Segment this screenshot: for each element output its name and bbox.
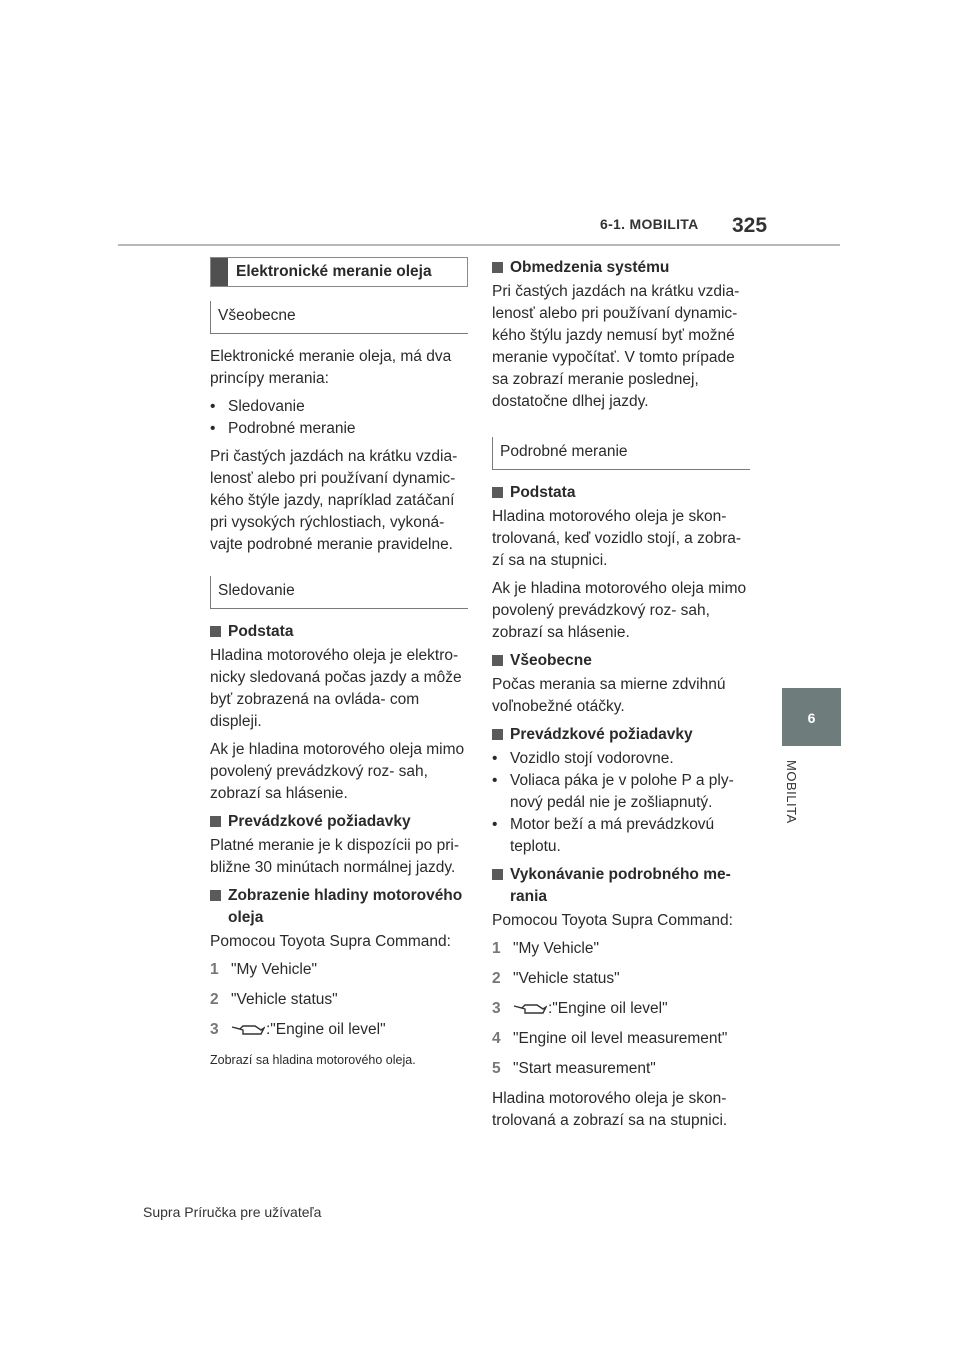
square-bullet-icon <box>492 729 503 740</box>
square-bullet-icon <box>210 890 221 901</box>
square-bullet-icon <box>210 626 221 637</box>
oil-can-icon <box>231 1022 265 1036</box>
right-column <box>492 257 750 1138</box>
section-box-title <box>210 257 468 287</box>
subsection-detailed-measurement: Podrobné meranie <box>492 437 750 470</box>
header-divider <box>118 244 840 246</box>
subsection-general: Všeobecne <box>210 301 468 334</box>
list-item: • Voliaca páka je v polohe P a ply- nový pedál nie je zošliapnutý. <box>492 770 750 814</box>
left-column <box>210 257 468 1071</box>
square-bullet-icon <box>492 487 503 498</box>
heading-oil-level-display: Zobrazenie hladiny motorového oleja <box>210 885 468 929</box>
chapter-label: MOBILITA <box>784 760 799 824</box>
chapter-number: 6 <box>807 710 816 726</box>
heading-operating-requirements: Prevádzkové požiadavky <box>492 724 750 746</box>
note: Zobrazí sa hladina motorového oleja. <box>210 1053 416 1067</box>
heading-system-limits: Obmedzenia systému <box>492 257 750 279</box>
paragraph: Pri častých jazdách na krátku vzdia- lenosť alebo pri používaní dynamic- kého štýlu jazdy nemusí byť možné meranie vypočítať. V tomto prípade sa zobrazí meranie poslednej, dostatočne dlhej jazdy. <box>492 283 740 410</box>
paragraph: Hladina motorového oleja je elektro- nicky sledovaná počas jazdy a môže byť zobrazená na ovláda- com displeji. <box>210 647 462 730</box>
subsection-monitoring: Sledovanie <box>210 576 468 609</box>
step-item: 3 :"Engine oil level" <box>210 1021 386 1038</box>
step-item: 1 "My Vehicle" <box>210 961 317 978</box>
footer-text: Supra Príručka pre užívateľa <box>143 1204 322 1220</box>
heading-podstata: Podstata <box>492 482 750 504</box>
step-item: 2 "Vehicle status" <box>210 991 338 1008</box>
list-item: • Motor beží a má prevádzkovú teplotu. <box>492 814 750 858</box>
heading-podstata: Podstata <box>210 621 468 643</box>
section-title: 6-1. MOBILITA <box>600 216 699 232</box>
requirements-list <box>492 748 750 858</box>
paragraph: Hladina motorového oleja je skon- trolovaná, keď vozidlo stojí, a zobra- zí sa na stupnici. <box>492 508 742 569</box>
step-item: 3 :"Engine oil level" <box>492 1000 668 1017</box>
oil-can-icon <box>513 1001 547 1015</box>
square-bullet-icon <box>210 816 221 827</box>
title-bar-marker <box>211 258 228 286</box>
paragraph: Platné meranie je k dispozícii po pri- bližne 30 minútach normálnej jazdy. <box>210 837 459 876</box>
paragraph: Hladina motorového oleja je skon- trolovaná a zobrazí sa na stupnici. <box>492 1090 728 1129</box>
step-item: 1 "My Vehicle" <box>492 940 599 957</box>
heading-performing-measurement: Vykonávanie podrobného me- rania <box>492 864 750 908</box>
section-box-title-text: Elektronické meranie oleja <box>236 263 432 280</box>
square-bullet-icon <box>492 262 503 273</box>
chapter-tab <box>782 688 841 746</box>
heading-operating-requirements: Prevádzkové požiadavky <box>210 811 468 833</box>
paragraph: Pomocou Toyota Supra Command: <box>210 933 451 950</box>
heading-general: Všeobecne <box>492 650 750 672</box>
step-item: 5 "Start measurement" <box>492 1060 656 1077</box>
page-number: 325 <box>732 214 768 237</box>
paragraph: Ak je hladina motorového oleja mimo povolený prevádzkový roz- sah, zobrazí sa hlásenie. <box>210 741 465 802</box>
step-item: 2 "Vehicle status" <box>492 970 620 987</box>
intro-paragraph: Elektronické meranie oleja, má dva princípy merania: <box>210 348 452 387</box>
list-item: • Podrobné meranie <box>210 418 468 440</box>
list-item: • Vozidlo stojí vodorovne. <box>492 748 750 770</box>
paragraph: Pri častých jazdách na krátku vzdia- lenosť alebo pri používaní dynamic- kého štýle jazdy, napríklad zatáčaní pri vysokých rýchlostiach, vykoná- vajte podrobné meranie pravidelne. <box>210 448 458 553</box>
paragraph: Ak je hladina motorového oleja mimo povolený prevádzkový roz- sah, zobrazí sa hlásenie. <box>492 580 747 641</box>
paragraph: Počas merania sa mierne zdvihnú voľnobežné otáčky. <box>492 676 726 715</box>
square-bullet-icon <box>492 869 503 880</box>
square-bullet-icon <box>492 655 503 666</box>
principles-list <box>210 396 468 440</box>
paragraph: Pomocou Toyota Supra Command: <box>492 912 733 929</box>
step-item: 4 "Engine oil level measurement" <box>492 1030 728 1047</box>
list-item: • Sledovanie <box>210 396 468 418</box>
